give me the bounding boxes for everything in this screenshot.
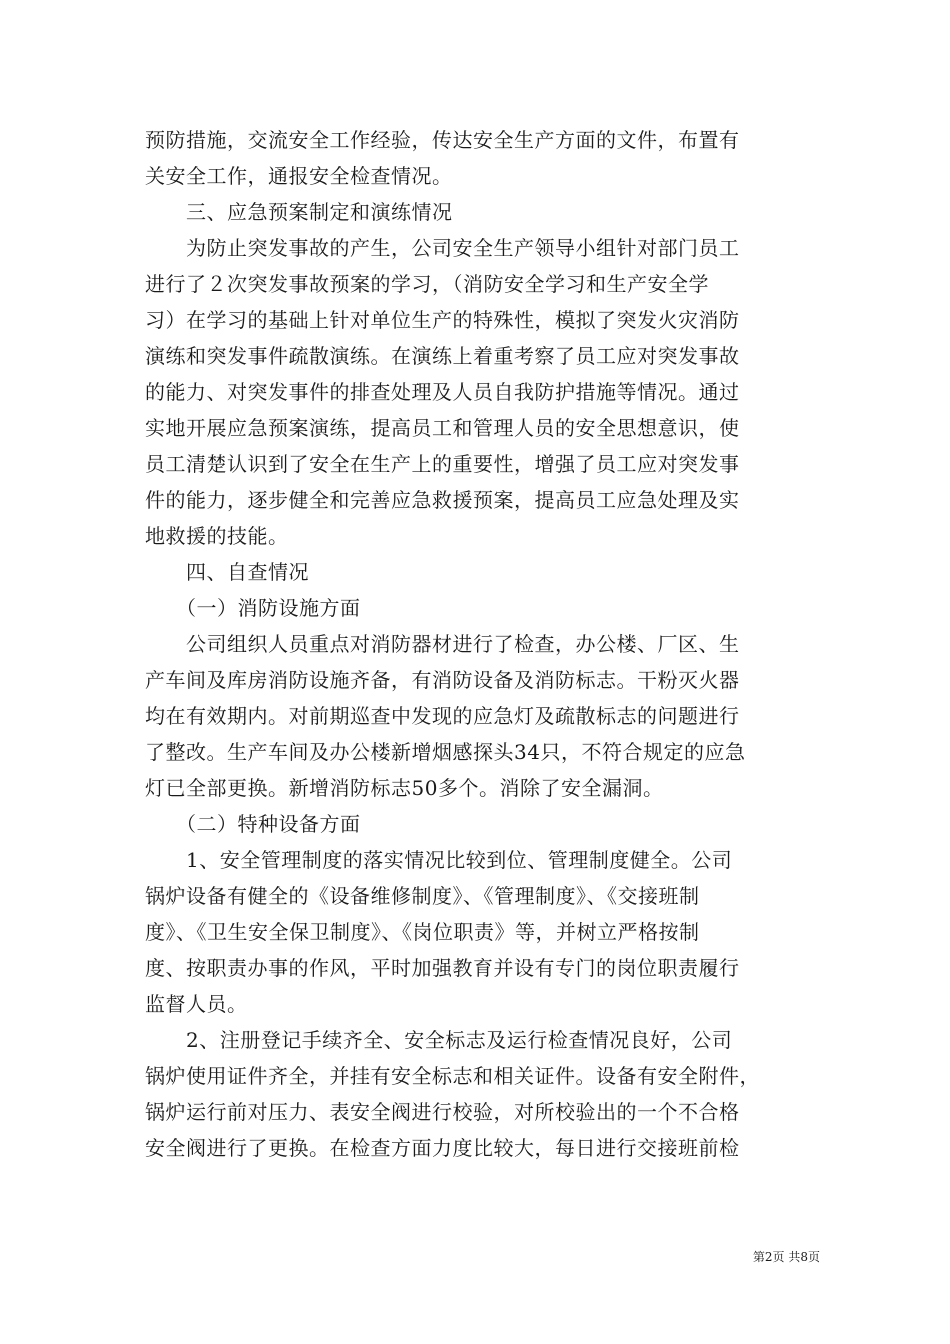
body-line: 锅炉使用证件齐全，并挂有安全标志和相关证件。设备有安全附件，: [145, 1064, 760, 1088]
body-line: 度、按职责办事的作风，平时加强教育并设有专门的岗位职责履行: [145, 956, 740, 980]
body-line: 1、安全管理制度的落实情况比较到位、管理制度健全。公司: [145, 848, 733, 872]
body-line: 公司组织人员重点对消防器材进行了检查，办公楼、厂区、生: [145, 632, 740, 656]
subsection-heading: （二）特种设备方面: [145, 812, 361, 836]
body-line: 监督人员。: [145, 992, 248, 1016]
body-line: 为防止突发事故的产生，公司安全生产领导小组针对部门员工: [145, 236, 740, 260]
body-line: 件的能力，逐步健全和完善应急救援预案，提高员工应急处理及实: [145, 488, 740, 512]
body-line: 演练和突发事件疏散演练。在演练上着重考察了员工应对突发事故: [145, 344, 740, 368]
body-line: 产车间及库房消防设施齐备，有消防设备及消防标志。干粉灭火器: [145, 668, 740, 692]
body-line: 关安全工作，通报安全检查情况。: [145, 164, 453, 188]
body-line: 的能力、对突发事件的排查处理及人员自我防护措施等情况。通过: [145, 380, 740, 404]
body-line: 锅炉运行前对压力、表安全阀进行校验，对所校验出的一个不合格: [145, 1100, 740, 1124]
body-line: 2、注册登记手续齐全、安全标志及运行检查情况良好，公司: [145, 1028, 733, 1052]
section-heading: 四、自查情况: [145, 560, 309, 584]
body-line: 实地开展应急预案演练，提高员工和管理人员的安全思想意识，使: [145, 416, 740, 440]
body-line: 了整改。生产车间及办公楼新增烟感探头34只，不符合规定的应急: [145, 740, 746, 764]
subsection-heading: （一）消防设施方面: [145, 596, 361, 620]
body-line: 进行了２次突发事故预案的学习，（消防安全学习和生产安全学: [145, 272, 709, 296]
body-line: 预防措施，交流安全工作经验，传达安全生产方面的文件，布置有: [145, 128, 740, 152]
body-line: 安全阀进行了更换。在检查方面力度比较大，每日进行交接班前检: [145, 1136, 740, 1160]
body-line: 锅炉设备有健全的《设备维修制度》、《管理制度》、《交接班制: [145, 884, 700, 908]
page-number: 第2页 共8页: [752, 1250, 820, 1264]
body-line: 灯已全部更换。新增消防标志50多个。消除了安全漏洞。: [145, 776, 664, 800]
body-line: 地救援的技能。: [145, 524, 289, 548]
body-line: 习）在学习的基础上针对单位生产的特殊性，模拟了突发火灾消防: [145, 308, 740, 332]
section-heading: 三、应急预案制定和演练情况: [145, 200, 453, 224]
body-line: 度》、《卫生安全保卫制度》、《岗位职责》等，并树立严格按制: [145, 920, 700, 944]
body-line: 均在有效期内。对前期巡查中发现的应急灯及疏散标志的问题进行: [145, 704, 740, 728]
body-line: 员工清楚认识到了安全在生产上的重要性，增强了员工应对突发事: [145, 452, 740, 476]
